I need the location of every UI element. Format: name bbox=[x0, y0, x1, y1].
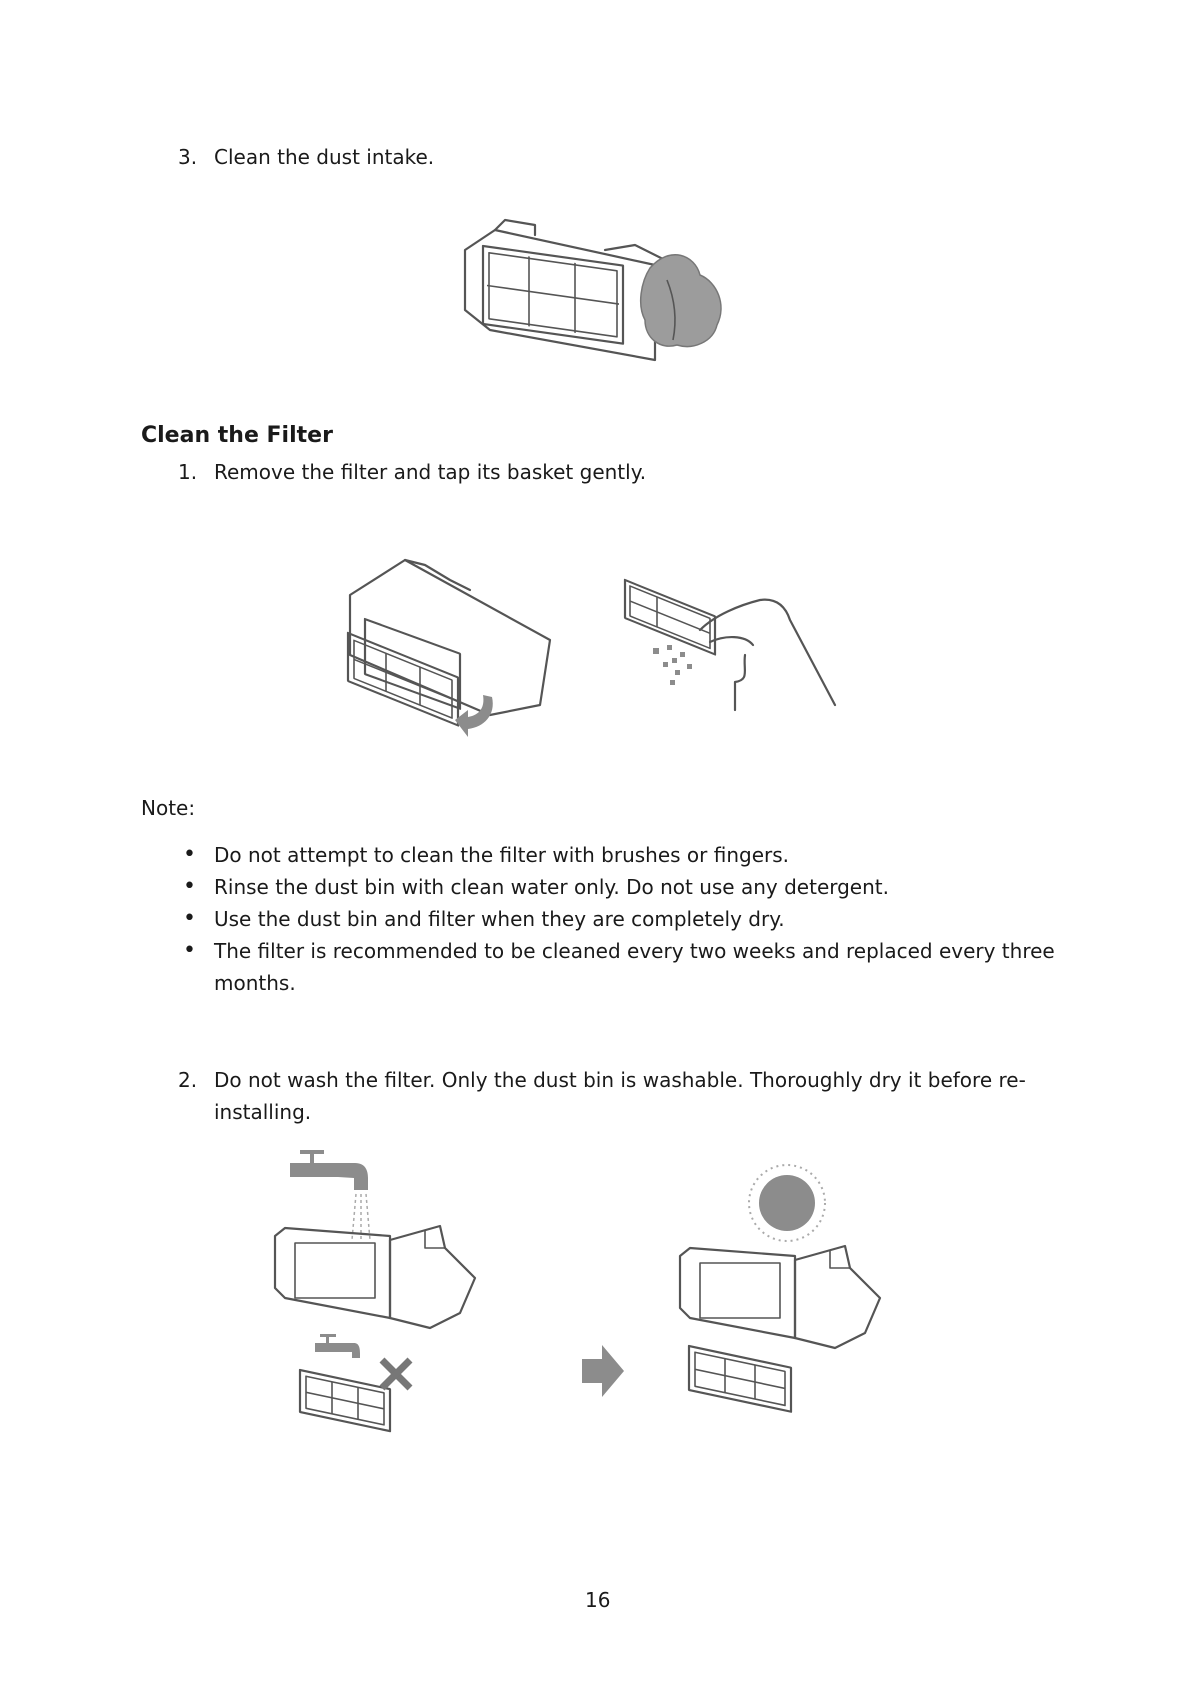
bin-body bbox=[795, 1246, 880, 1348]
right-arrow-icon bbox=[582, 1345, 624, 1397]
falling-dust bbox=[653, 645, 692, 685]
bin-top-tab bbox=[495, 220, 535, 235]
faucet-icon bbox=[290, 1150, 368, 1190]
step-1-text: Remove the filter and tap its basket gently. bbox=[214, 460, 647, 484]
step-2-line-2: installing. bbox=[214, 1100, 312, 1124]
step-2-line-1: Do not wash the filter. Only the dust bin is washable. Thoroughly dry it before re- bbox=[214, 1068, 1026, 1092]
bin-opening bbox=[295, 1243, 375, 1298]
bin-frame bbox=[275, 1228, 390, 1318]
step-3-number: 3. bbox=[178, 145, 198, 169]
section-heading: Clean the Filter bbox=[141, 423, 333, 448]
bin-top-edge bbox=[605, 245, 665, 260]
note-bullet-3: Use the dust bin and filter when they are completely dry. bbox=[214, 907, 785, 931]
sun-icon bbox=[749, 1165, 825, 1241]
cleaning-cloth bbox=[641, 255, 721, 347]
bullet-dot: • bbox=[183, 874, 196, 899]
tap-filter-illustration bbox=[625, 580, 845, 710]
wash-dust-bin-illustration bbox=[270, 1148, 500, 1448]
remove-filter-illustration bbox=[340, 555, 560, 755]
note-bullet-1: Do not attempt to clean the filter with brushes or fingers. bbox=[214, 843, 790, 867]
step-3-text: Clean the dust intake. bbox=[214, 145, 435, 169]
bin-body bbox=[390, 1226, 475, 1328]
note-bullet-4-continued: months. bbox=[214, 971, 296, 995]
page-number: 16 bbox=[585, 1588, 611, 1612]
bin-opening bbox=[700, 1263, 780, 1318]
note-label: Note: bbox=[141, 796, 196, 820]
hand-fingers bbox=[710, 637, 753, 710]
hand-outline bbox=[700, 600, 835, 705]
step-1-number: 1. bbox=[178, 460, 198, 484]
small-faucet-icon bbox=[315, 1334, 360, 1358]
note-bullet-4: The filter is recommended to be cleaned every two weeks and replaced every three bbox=[214, 939, 1055, 963]
bullet-dot: • bbox=[183, 842, 196, 867]
dried-filter bbox=[689, 1346, 791, 1412]
bullet-dot: • bbox=[183, 906, 196, 931]
cross-icon bbox=[382, 1360, 410, 1388]
held-filter bbox=[625, 580, 715, 654]
bin-frame bbox=[680, 1248, 795, 1338]
bullet-dot: • bbox=[183, 938, 196, 963]
step-2-number: 2. bbox=[178, 1068, 198, 1092]
dust-intake-cleaning-illustration bbox=[455, 220, 735, 380]
filter-not-washed bbox=[300, 1370, 390, 1431]
bin-body bbox=[350, 560, 550, 715]
note-bullet-2: Rinse the dust bin with clean water only. Do not use any detergent. bbox=[214, 875, 889, 899]
dry-dust-bin-illustration bbox=[675, 1148, 905, 1448]
filter-grid bbox=[487, 250, 619, 339]
